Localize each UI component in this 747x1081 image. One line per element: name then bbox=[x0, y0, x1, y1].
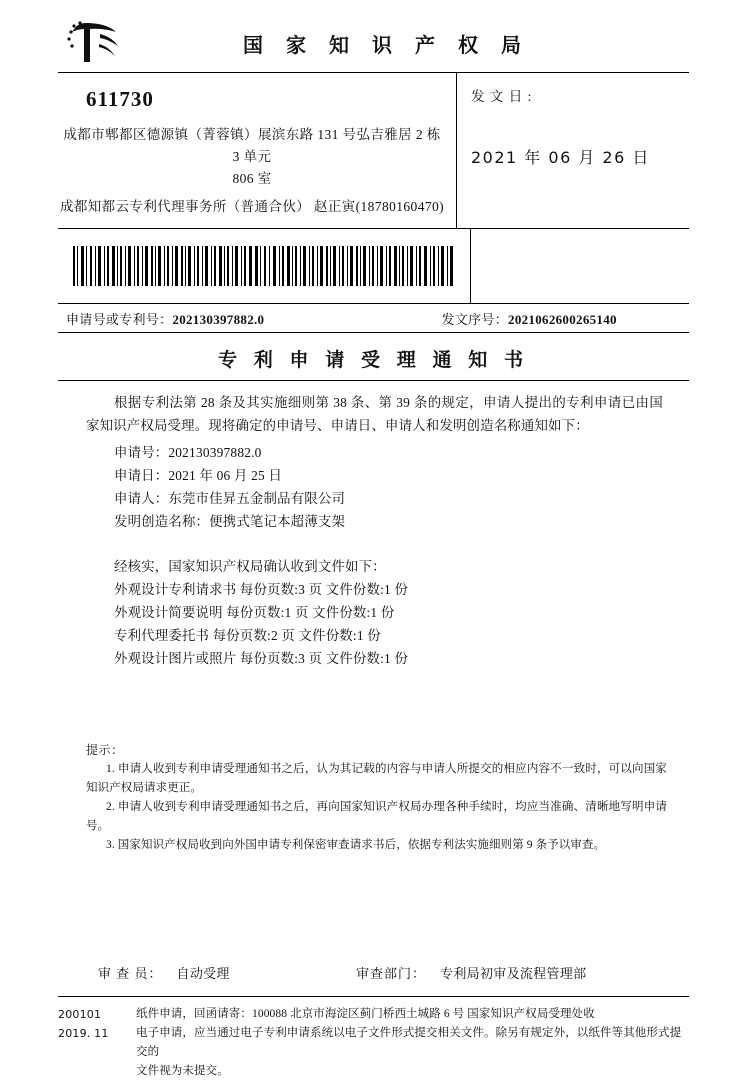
address-line-2: 806 室 bbox=[58, 168, 446, 190]
department-cell bbox=[356, 963, 659, 982]
notes-title: 提示： bbox=[86, 741, 667, 758]
application-fields bbox=[58, 441, 689, 533]
numbers-row bbox=[58, 304, 689, 333]
barcode-block bbox=[58, 229, 689, 304]
page-title: 国 家 知 识 产 权 局 bbox=[124, 29, 689, 58]
issue-date-value: 2021 年 06 月 26 日 bbox=[471, 145, 689, 168]
body-paragraph: 根据专利法第 28 条及其实施细则第 38 条、第 39 条的规定，申请人提出的专利申请已由国家知识产权局受理。现将确定的申请号、申请日、申请人和发明创造名称通知如下： bbox=[58, 391, 689, 437]
signature-row bbox=[58, 963, 689, 982]
field-application-date: 申请日：2021 年 06 月 25 日 bbox=[114, 464, 689, 487]
barcode-dispatch-number-icon bbox=[255, 246, 455, 286]
barcode-application-number-icon bbox=[73, 246, 253, 286]
barcode-right-spacer bbox=[470, 229, 689, 303]
issue-date-area bbox=[456, 73, 689, 228]
note-item: 3. 国家知识产权局收到向外国申请专利保密审查请求书后，依据专利法实施细则第 9 条予以审查。 bbox=[86, 836, 667, 855]
document-title: 专 利 申 请 受 理 通 知 书 bbox=[58, 333, 689, 381]
application-number-cell bbox=[58, 309, 382, 328]
addressee-area bbox=[58, 73, 456, 228]
document-item: 专利代理委托书 每份页数:2 页 文件份数:1 份 bbox=[114, 624, 689, 647]
note-item: 1. 申请人收到专利申请受理通知书之后，认为其记载的内容与申请人所提交的相应内容不一致时，可以向国家知识产权局请求更正。 bbox=[86, 760, 667, 798]
footer-notes bbox=[136, 1005, 689, 1081]
barcode-area bbox=[58, 229, 470, 303]
footer-line: 纸件申请，回函请寄：100088 北京市海淀区蓟门桥西土城路 6 号 国家知识产权局受理处收 bbox=[136, 1005, 689, 1024]
document-item: 外观设计简要说明 每份页数:1 页 文件份数:1 份 bbox=[114, 601, 689, 624]
examiner-cell bbox=[98, 963, 356, 982]
application-number-label: 申请号或专利号： bbox=[66, 312, 172, 327]
address-line-1: 成都市郫都区德源镇（菁蓉镇）展滨东路 131 号弘吉雅居 2 栋 3 单元 bbox=[58, 124, 446, 168]
note-item: 2. 申请人收到专利申请受理通知书之后，再向国家知识产权局办理各种手续时，均应当准确、清晰地写明申请号。 bbox=[86, 798, 667, 836]
mail-code: 611730 bbox=[58, 87, 446, 112]
issue-date-label: 发 文 日 : bbox=[471, 85, 689, 105]
form-date: 2019. 11 bbox=[58, 1024, 136, 1043]
footer-line: 电子申请，应当通过电子专利申请系统以电子文件形式提交相关文件。除另有规定外，以纸件等其他形式提交的 bbox=[136, 1024, 689, 1062]
document-item: 外观设计图片或照片 每份页数:3 页 文件份数:1 份 bbox=[114, 647, 689, 670]
document-header bbox=[58, 0, 689, 73]
document-item: 外观设计专利请求书 每份页数:3 页 文件份数:1 份 bbox=[114, 578, 689, 601]
documents-intro: 经核实，国家知识产权局确认收到文件如下： bbox=[114, 555, 689, 578]
received-documents bbox=[58, 555, 689, 670]
dispatch-number-label: 发文序号： bbox=[442, 312, 509, 327]
footer-line: 文件视为未提交。 bbox=[136, 1062, 689, 1081]
agent-line: 成都知都云专利代理事务所（普通合伙） 赵正寅(18780160470) bbox=[58, 196, 446, 218]
form-number: 200101 bbox=[58, 1005, 136, 1024]
patent-office-emblem-icon bbox=[66, 20, 124, 66]
dispatch-number-cell bbox=[382, 309, 747, 328]
dispatch-number-value: 2021062600265140 bbox=[508, 312, 617, 327]
examiner-value: 自动受理 bbox=[177, 966, 230, 981]
document-footer bbox=[58, 997, 689, 1081]
application-number-value: 202130397882.0 bbox=[172, 312, 264, 327]
field-application-number: 申请号：202130397882.0 bbox=[114, 441, 689, 464]
examiner-label: 审 查 员： bbox=[98, 966, 163, 981]
field-applicant: 申请人：东莞市佳昇五金制品有限公司 bbox=[114, 487, 689, 510]
form-code-block bbox=[58, 1005, 136, 1081]
document-body bbox=[58, 381, 689, 997]
notes-section bbox=[58, 741, 689, 855]
department-label: 审查部门： bbox=[356, 966, 426, 981]
department-value: 专利局初审及流程管理部 bbox=[440, 966, 586, 981]
field-invention-title: 发明创造名称：便携式笔记本超薄支架 bbox=[114, 510, 689, 533]
address-block bbox=[58, 73, 689, 229]
